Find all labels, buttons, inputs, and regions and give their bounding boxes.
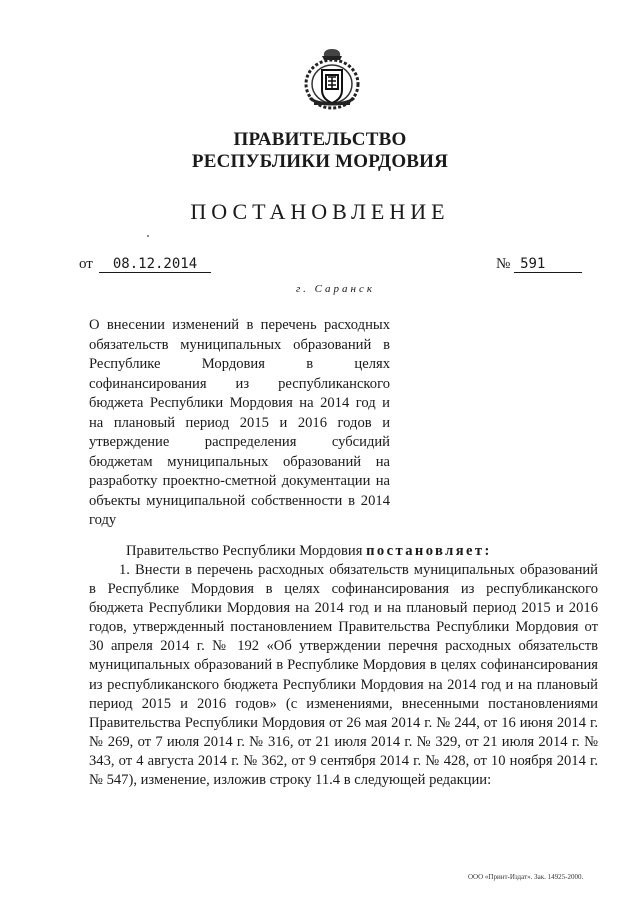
- preamble-verb: постановляет:: [366, 543, 492, 559]
- government-title-line1: ПРАВИТЕЛЬСТВО: [233, 129, 407, 150]
- coat-of-arms-icon: [300, 46, 364, 112]
- preamble-subject: Правительство Республики Мордовия: [126, 543, 363, 559]
- date-prefix: от: [79, 256, 93, 272]
- document-type: ПОСТАНОВЛЕНИЕ: [190, 199, 450, 224]
- number-field: [496, 255, 582, 273]
- number-prefix: №: [496, 256, 511, 272]
- paragraph-1: 1. Внести в перечень расходных обязательств муниципальных образований в Республике Мордовия в целях софинансирования из республиканского бюджета Республики Мордовия на 2014 год и на плановый период 2015 и 2016 годов, утвержденный постановлением Правительства Республики Мордовия от 30 апреля 2014 г. № 192 «Об утверждении перечня расходных обязательств муниципальных образований в Республике Мордовия в целях софинансирования из республиканского бюджета Республики Мордовия на 2014 год и на плановый период 2015 и 2016 годов» (с изменениями, внесенными постановлениями Правительства Республики Мордовия от 26 мая 2014 г. № 244, от 16 июня 2014 г. № 269, от 7 июля 2014 г. № 316, от 21 июля 2014 г. № 329, от 21 июля 2014 г. № 343, от 4 августа 2014 г. № 362, от 9 сентября 2014 г. № 428, от 10 ноября 2014 г. № 547), изменение, изложив строку 11.4 в следующей редакции:: [89, 562, 598, 789]
- city-line: г. Саранск: [296, 283, 376, 295]
- government-title-line2: РЕСПУБЛИКИ МОРДОВИЯ: [191, 151, 449, 172]
- preamble: [126, 542, 492, 561]
- scan-speck: [147, 235, 149, 237]
- date-value: 08.12.2014: [99, 256, 211, 273]
- resolution-heading: О внесении изменений в перечень расходных обязательств муниципальных образований в Республике Мордовия в целях софинансирования из республиканского бюджета Республики Мордовия на 2014 год и на плановый период 2015 и 2016 годов и утверждение распределения субсидий бюджетам муниципальных образований на разработку проектно-сметной документации на объекты муниципальной собственности в 2014 году: [89, 317, 390, 528]
- date-field: [79, 255, 211, 273]
- printer-imprint: ООО «Принт-Издат». Зак. 14925-2000.: [468, 873, 584, 881]
- number-value: 591: [514, 256, 582, 273]
